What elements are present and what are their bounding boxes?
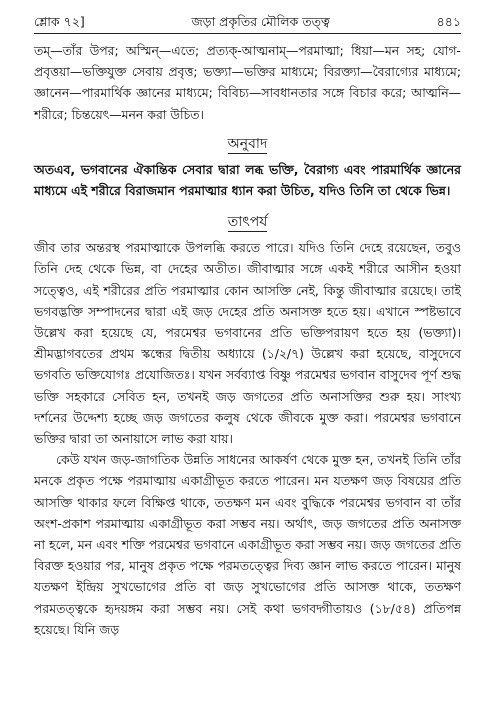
purport-paragraph: কেউ যখন জড়-জাগতিক উন্নতি সাধনের আকর্ষণ থেকে মুক্ত হন, তখনই তিনি তাঁর মনকে প্রকৃত পক্ষে পরমাত্মায় একাগ্রীভূত করতে পারেন। মন যতক্ষণ জড় বিষয়ের প্রতি আসক্তি থাকার ফলে বিক্ষিপ্ত থাকে, ততক্ষণ মন এবং বুদ্ধিকে পরমেশ্বর ভগবান বা তাঁর অংশ-প্রকাশ পরমাত্মায় একাগ্রীভূত করা সম্ভব নয়। অর্থাৎ, জড় জগতের প্রতি অনাসক্ত না হলে, মন এবং শক্তি পরমেশ্বর ভগবানে একাগ্রীভূত করা সম্ভব নয়। জড় জগতের প্রতি বিরক্ত হওয়ার পর, মানুষ প্রকৃত পক্ষে পরমতত্ত্বের দিব্য জ্ঞান লাভ করতে পারেন। মানুষ যতক্ষণ ইন্দ্রিয় সুখভোগের প্রতি বা জড় সুখভোগের প্রতি আসক্ত থাকে, ততক্ষণ পরমতত্ত্বকে হৃদয়ঙ্গম করা সম্ভব নয়। সেই কথা ভগবদ্গীতায়ও (১৮/৫৪) প্রতিপন্ন হয়েছে। যিনি জড় [34, 452, 461, 637]
purport-heading: তাৎপর্য [227, 214, 268, 231]
verse-reference: শ্লোক ৭২] [34, 14, 85, 29]
running-header [34, 0, 461, 30]
header-rule [34, 33, 461, 34]
translation-section [34, 135, 461, 201]
translation-heading: অনুবাদ [227, 135, 268, 152]
purport-paragraph: জীব তার অন্তরস্থ পরমাত্মাকে উপলব্ধি করতে পারে। যদিও তিনি দেহে রয়েছেন, তবুও তিনি দেহ থেকে ভিন্ন, বা দেহের অতীত। জীবাত্মার সঙ্গে একই শরীরে আসীন হওয়া সত্ত্বেও, এই শরীরের প্রতি পরমাত্মার কোন আসক্তি নেই, কিন্তু জীবাত্মার রয়েছে। তাই ভগবদ্ভক্তি সম্পাদনের দ্বারা এই জড় দেহের প্রতি অনাসক্ত হতে হয়। এখানে স্পষ্টভাবে উল্লেখ করা হয়েছে যে, পরমেশ্বর ভগবানের প্রতি ভক্তিপরায়ণ হতে হয় (ভক্ত্যা)। শ্রীমদ্ভাগবতের প্রথম স্কন্ধের দ্বিতীয় অধ্যায়ে (১/২/৭) উল্লেখ করা হয়েছে, বাসুদেবে ভগবতি ভক্তিযোগঃ প্রযোজিতঃ। যখন সর্বব্যাপ্ত বিষ্ণু পরমেশ্বর ভগবান বাসুদেব পূর্ণ শুদ্ধ ভক্তি সহকারে সেবিত হন, তখনই জড় জগতের প্রতি অনাসক্তির শুরু হয়। সাংখ্য দর্শনের উদ্দেশ্য হচ্ছে জড় জগতের কলুষ থেকে জীবকে মুক্ত করা। পরমেশ্বর ভগবানে ভক্তির দ্বারা তা অনায়াসে লাভ করা যায়। [34, 240, 461, 447]
purport-section [34, 213, 461, 640]
synonyms-paragraph: তম্‌—তাঁর উপর; অস্মিন্‌—এতে; প্রত্যক্‌-আত্মনাম্‌—পরমাত্মা; ধিয়া—মন সহ; যোগ-প্রবৃত্তয়া—ভক্তিযুক্ত সেবায় প্রবৃত্ত; ভক্ত্যা—ভক্তির মাধ্যমে; বিরক্ত্যা—বৈরাগ্যের মাধ্যমে; জ্ঞানেন—পারমার্থিক জ্ঞানের মাধ্যমে; বিবিচ্য—সাবধানতার সঙ্গে বিচার করে; আত্মনি—শরীরে; চিন্তয়েৎ—মনন করা উচিত। [34, 43, 461, 122]
chapter-title: জড়া প্রকৃতির মৌলিক তত্ত্ব [191, 14, 330, 29]
page-number: ৪৪১ [436, 14, 461, 29]
translation-text: অতএব, ভগবানের ঐকান্তিক সেবার দ্বারা লব্ধ ভক্তি, বৈরাগ্য এবং পারমার্থিক জ্ঞানের মাধ্যমে এই শরীরে বিরাজমান পরমাত্মার ধ্যান করা উচিত, যদিও তিনি তা থেকে ভিন্ন। [34, 161, 461, 199]
